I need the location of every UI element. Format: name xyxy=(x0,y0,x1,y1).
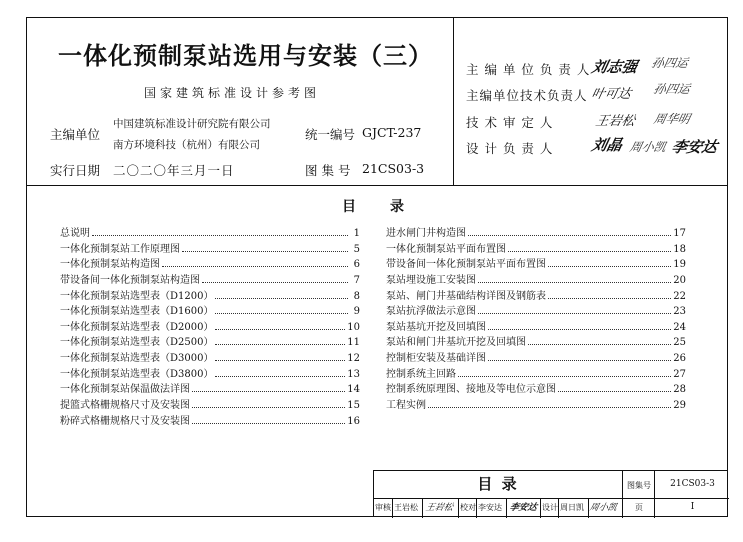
toc-entry-page: 7 xyxy=(353,274,360,286)
toc-entry-title: 总说明 xyxy=(60,228,90,239)
signature: 王岩松 xyxy=(424,503,454,513)
toc-entry xyxy=(60,318,360,334)
toc-entry xyxy=(386,318,686,334)
toc-leader xyxy=(192,423,345,424)
toc-entry xyxy=(60,255,360,271)
tb-design-name: 周日凯 xyxy=(560,503,584,512)
toc-entry-page: 23 xyxy=(673,306,686,318)
toc-entry-title: 一体化预制泵站平面布置图 xyxy=(386,243,506,255)
toc-entry-page: 8 xyxy=(353,290,360,302)
toc-entry xyxy=(386,333,686,349)
toc-entry-page: 12 xyxy=(347,353,360,365)
toc-entry xyxy=(386,224,686,240)
toc-entry xyxy=(60,365,360,381)
toc-leader xyxy=(215,313,348,314)
date-label: 实行日期 xyxy=(50,163,101,178)
toc-leader xyxy=(528,344,671,345)
toc-leader xyxy=(162,266,348,267)
title-block xyxy=(373,470,728,517)
title-block-name: 目 录 xyxy=(477,475,519,493)
signature: 孙四运 xyxy=(650,56,690,70)
toc-entry xyxy=(60,412,360,428)
toc-entry-title: 泵站埋设施工安装图 xyxy=(386,274,476,286)
toc-entry-title: 进水闸门井构造图 xyxy=(386,228,466,239)
toc-leader xyxy=(192,391,345,392)
subtitle: 国家建筑标准设计参考图 xyxy=(144,86,321,100)
toc-leader xyxy=(458,376,671,377)
toc-left-column xyxy=(60,224,360,427)
toc-entry-title: 一体化预制泵站选型表（D3000） xyxy=(60,353,214,365)
toc-entry xyxy=(386,302,686,318)
toc-entry xyxy=(60,380,360,396)
toc-entry-page: 17 xyxy=(673,228,686,239)
toc-entry-page: 9 xyxy=(353,306,360,318)
toc-leader xyxy=(202,282,348,283)
toc-entry-title: 粉碎式格栅规格尺寸及安装图 xyxy=(60,415,190,427)
toc-leader xyxy=(548,298,671,299)
toc-entry-page: 28 xyxy=(673,384,686,396)
signature: 周华明 xyxy=(652,112,692,126)
toc-leader xyxy=(478,313,671,314)
toc-entry-page: 11 xyxy=(347,337,360,349)
editor-label: 主编单位 xyxy=(50,127,101,142)
toc-entry-title: 一体化预制泵站保温做法详图 xyxy=(60,384,190,396)
tb-review-label: 审核 xyxy=(375,503,391,512)
toc-leader xyxy=(488,329,671,330)
signature: 孙四运 xyxy=(652,82,692,96)
toc-leader xyxy=(92,235,348,236)
toc-leader xyxy=(182,251,348,252)
signature: 叶可达 xyxy=(589,87,633,102)
toc-entry-title: 一体化预制泵站工作原理图 xyxy=(60,243,180,255)
toc-leader xyxy=(215,360,345,361)
tb-design-label: 设计 xyxy=(542,503,558,512)
toc-entry xyxy=(386,255,686,271)
toc-leader xyxy=(215,376,345,377)
toc-entry-title: 控制系统原理图、接地及等电位示意图 xyxy=(386,384,556,396)
toc-entry xyxy=(386,271,686,287)
toc-entry-title: 泵站和闸门井基坑开挖及回填图 xyxy=(386,337,526,349)
toc-entry xyxy=(60,302,360,318)
toc-leader xyxy=(428,407,671,408)
toc-entry-title: 工程实例 xyxy=(386,400,426,412)
toc-leader xyxy=(488,360,671,361)
toc-entry-title: 泵站抗浮做法示意图 xyxy=(386,306,476,318)
signature: 周小凯 xyxy=(588,503,618,513)
page-title: 一体化预制泵站选用与安装（三） xyxy=(58,42,433,70)
tb-atlas-value: 21CS03-3 xyxy=(670,479,715,489)
toc-entry-page: 16 xyxy=(347,415,360,427)
toc-entry xyxy=(386,240,686,256)
toc-leader xyxy=(548,266,671,267)
toc-entry xyxy=(60,240,360,256)
toc-right-column xyxy=(386,224,686,412)
code-label: 统一编号 xyxy=(305,127,356,142)
signature: 刘志强 xyxy=(589,58,639,76)
toc-entry xyxy=(60,349,360,365)
toc-entry-title: 控制系统主回路 xyxy=(386,368,456,380)
resp-label-4: 设 计 负 责 人 xyxy=(466,141,554,156)
toc-entry-title: 泵站、闸门井基础结构详图及钢筋表 xyxy=(386,290,546,302)
toc-entry xyxy=(60,333,360,349)
toc-entry-page: 10 xyxy=(347,321,360,333)
toc-entry xyxy=(386,380,686,396)
toc-entry-page: 29 xyxy=(673,400,686,412)
toc-entry-page: 6 xyxy=(353,259,360,271)
toc-entry-page: 24 xyxy=(673,321,686,333)
code-value: GJCT-237 xyxy=(362,125,422,140)
tb-check-label: 校对 xyxy=(460,503,476,512)
toc-entry-page: 15 xyxy=(347,400,360,412)
toc-leader xyxy=(215,298,348,299)
toc-leader xyxy=(215,344,345,345)
toc-entry-page: 19 xyxy=(673,259,686,271)
toc-entry-page: 18 xyxy=(673,243,686,255)
toc-entry-title: 一体化预制泵站选型表（D1600） xyxy=(60,306,214,318)
editor-unit-2: 南方环境科技（杭州）有限公司 xyxy=(113,139,260,151)
toc-entry xyxy=(60,287,360,303)
signature: 刘晶 xyxy=(589,136,624,154)
toc-entry-title: 一体化预制泵站选型表（D2000） xyxy=(60,321,214,333)
toc-entry-page: 25 xyxy=(673,337,686,349)
tb-check-name: 李安达 xyxy=(478,503,502,512)
tb-page-value: I xyxy=(690,502,695,512)
toc-heading-left: 目 xyxy=(342,199,356,215)
toc-entry xyxy=(386,349,686,365)
signature: 王岩松 xyxy=(593,114,637,129)
toc-leader xyxy=(558,391,671,392)
toc-entry-title: 一体化预制泵站选型表（D2500） xyxy=(60,337,214,349)
toc-entry xyxy=(386,287,686,303)
signature: 周小凯 xyxy=(628,140,668,154)
resp-label-2: 主编单位技术负责人 xyxy=(466,88,588,103)
toc-leader xyxy=(478,282,671,283)
toc-leader xyxy=(215,329,345,330)
toc-leader xyxy=(508,251,671,252)
toc-entry-title: 带设备间一体化预制泵站平面布置图 xyxy=(386,259,546,271)
resp-label-1: 主 编 单 位 负 责 人 xyxy=(466,62,591,77)
toc-entry-title: 控制柜安装及基础详图 xyxy=(386,353,486,365)
date-value: 二〇二〇年三月一日 xyxy=(113,163,235,178)
toc-entry xyxy=(60,224,360,240)
resp-label-3: 技 术 审 定 人 xyxy=(466,115,554,130)
toc-entry-title: 一体化预制泵站选型表（D3800） xyxy=(60,368,214,380)
toc-heading-right: 录 xyxy=(390,199,404,215)
signature: 李安达 xyxy=(508,503,538,513)
tb-page-label: 页 xyxy=(635,503,643,512)
tb-atlas-label: 图集号 xyxy=(627,481,651,490)
toc-entry xyxy=(60,271,360,287)
toc-entry xyxy=(60,396,360,412)
toc-entry-title: 一体化预制泵站构造图 xyxy=(60,259,160,271)
header-bottom-rule xyxy=(26,185,728,186)
toc-entry-page: 27 xyxy=(673,368,686,380)
toc-entry-page: 13 xyxy=(347,368,360,380)
toc-entry-title: 一体化预制泵站选型表（D1200） xyxy=(60,290,214,302)
tb-review-name: 王岩松 xyxy=(394,503,418,512)
toc-leader xyxy=(468,235,671,236)
toc-entry-page: 20 xyxy=(673,274,686,286)
atlas-label: 图 集 号 xyxy=(305,163,351,178)
toc-leader xyxy=(192,407,345,408)
toc-entry-title: 泵站基坑开挖及回填图 xyxy=(386,321,486,333)
toc-entry-page: 26 xyxy=(673,353,686,365)
toc-entry-page: 22 xyxy=(673,290,686,302)
toc-entry-title: 带设备间一体化预制泵站构造图 xyxy=(60,274,200,286)
toc-entry-page: 5 xyxy=(353,243,360,255)
atlas-value: 21CS03-3 xyxy=(362,161,425,176)
editor-unit-1: 中国建筑标准设计研究院有限公司 xyxy=(113,118,271,130)
signature: 李安达 xyxy=(669,138,719,156)
toc-entry xyxy=(386,365,686,381)
toc-entry-page: 1 xyxy=(353,228,360,239)
toc-entry-title: 提篮式格栅规格尺寸及安装图 xyxy=(60,400,190,412)
header-divider xyxy=(453,17,454,186)
toc-entry xyxy=(386,396,686,412)
toc-entry-page: 14 xyxy=(347,384,360,396)
